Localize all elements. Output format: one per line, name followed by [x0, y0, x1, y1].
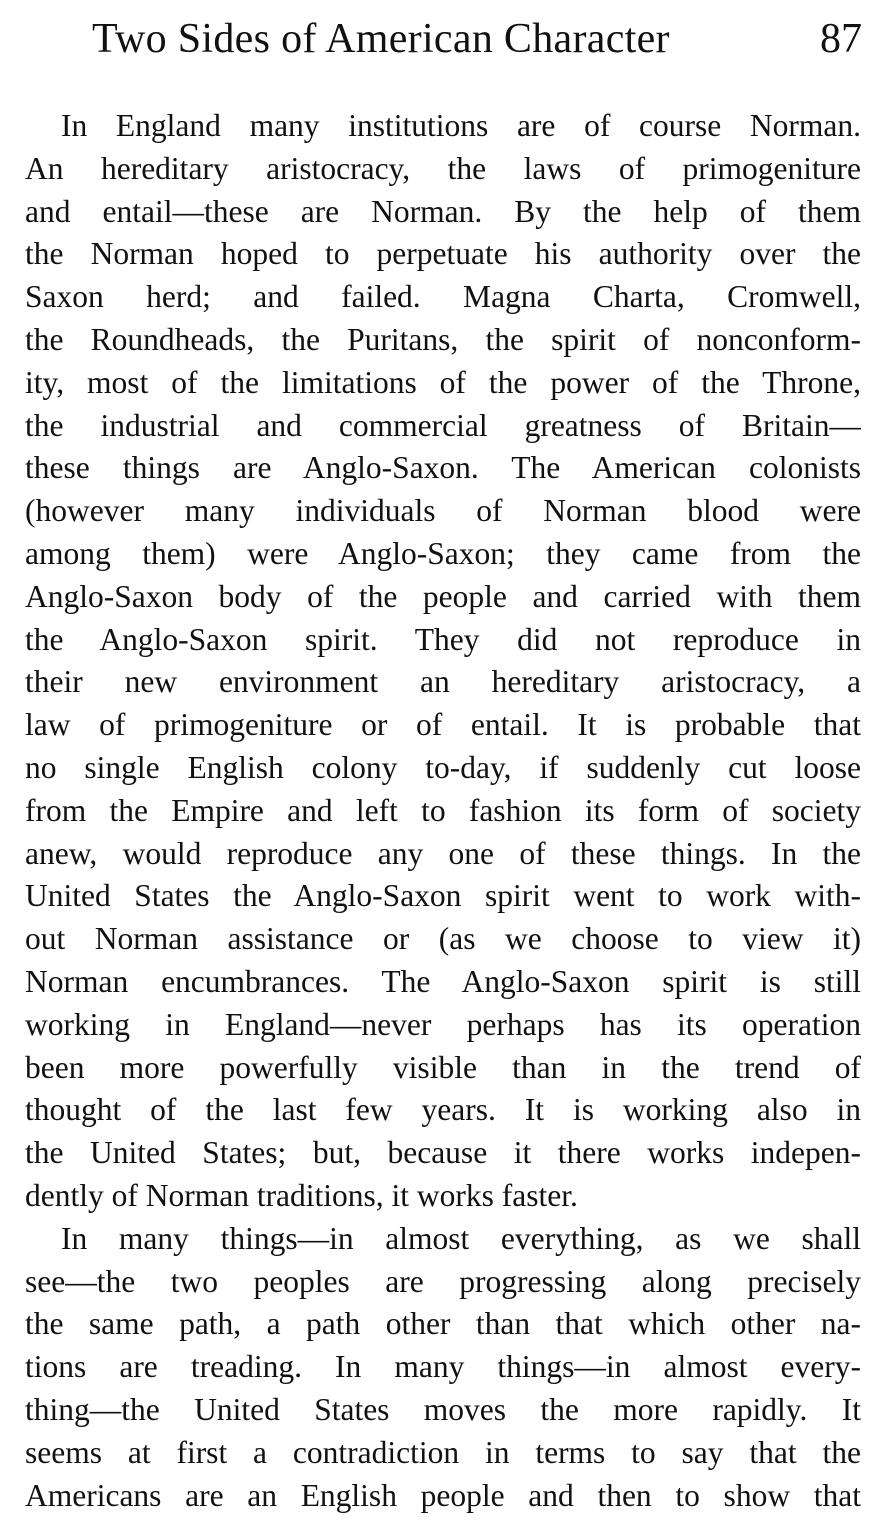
- text-line: the Norman hoped to perpetuate his authority over the: [25, 236, 861, 272]
- text-line: these things are Anglo-Saxon. The American colonists: [25, 450, 861, 486]
- text-line: among them) were Anglo-Saxon; they came from the: [25, 535, 861, 571]
- text-line: the same path, a path other than that which other na-: [25, 1306, 861, 1342]
- text-line: anew, would reproduce any one of these things. In the: [25, 835, 861, 871]
- text-line: and entail—these are Norman. By the help of them: [25, 193, 861, 229]
- text-line: thing—the United States moves the more rapidly. It: [25, 1391, 861, 1427]
- text-line: working in England—never perhaps has its operation: [25, 1006, 861, 1042]
- text-line: seems at first a contradiction in terms to say that the: [25, 1434, 861, 1470]
- text-line: Americans are an English people and then to show that: [25, 1477, 861, 1513]
- text-line: United States the Anglo-Saxon spirit went to work with-: [25, 878, 861, 914]
- text-line: no single English colony to-day, if suddenly cut loose: [25, 749, 861, 785]
- text-line: the Roundheads, the Puritans, the spirit of nonconform-: [25, 321, 861, 357]
- text-line: In many things—in almost everything, as we shall: [61, 1220, 861, 1256]
- text-line: from the Empire and left to fashion its form of society: [25, 792, 861, 828]
- text-line: law of primogeniture or of entail. It is probable that: [25, 707, 861, 743]
- paragraph-1: [25, 105, 861, 1218]
- paragraph-2: [25, 1218, 861, 1518]
- text-line: In England many institutions are of course Norman.: [61, 108, 861, 143]
- running-title: Two Sides of American Character: [92, 16, 670, 62]
- text-line: Saxon herd; and failed. Magna Charta, Cromwell,: [25, 279, 861, 315]
- running-header: [92, 10, 862, 68]
- text-line: tions are treading. In many things—in almost every-: [25, 1349, 861, 1385]
- body-text: [25, 105, 861, 1517]
- text-line: An hereditary aristocracy, the laws of primogeniture: [25, 150, 861, 186]
- text-line: see—the two peoples are progressing along precisely: [25, 1263, 861, 1299]
- text-line: (however many individuals of Norman blood were: [25, 493, 861, 529]
- text-line: ity, most of the limitations of the power of the Throne,: [25, 364, 861, 400]
- text-line: their new environment an hereditary aristocracy, a: [25, 664, 861, 700]
- text-line: out Norman assistance or (as we choose to view it): [25, 921, 861, 957]
- text-line: been more powerfully visible than in the trend of: [25, 1049, 861, 1085]
- page-number: 87: [820, 16, 862, 62]
- text-line: thought of the last few years. It is working also in: [25, 1092, 861, 1128]
- text-line: the Anglo-Saxon spirit. They did not reproduce in: [25, 621, 861, 657]
- text-line: Norman encumbrances. The Anglo-Saxon spirit is still: [25, 963, 861, 999]
- text-line: Anglo-Saxon body of the people and carried with them: [25, 578, 861, 614]
- text-line: the industrial and commercial greatness of Britain—: [25, 407, 861, 443]
- text-line: dently of Norman traditions, it works faster.: [25, 1177, 578, 1213]
- text-line: the United States; but, because it there works indepen-: [25, 1135, 861, 1171]
